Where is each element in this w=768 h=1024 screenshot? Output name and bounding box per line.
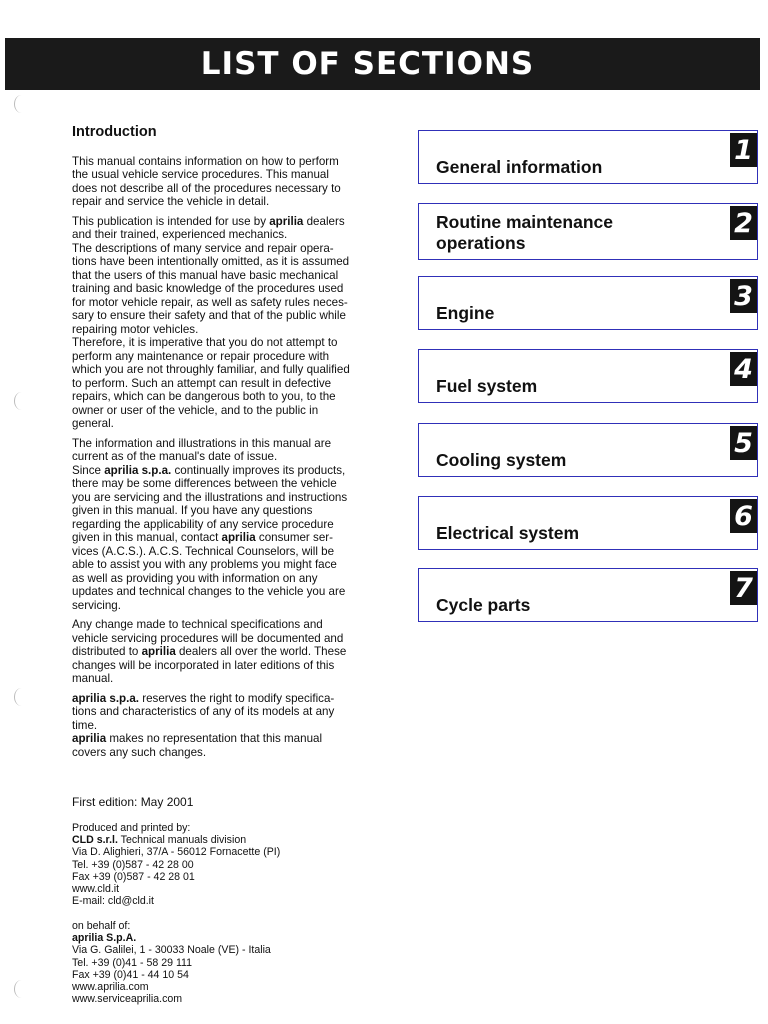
text-line: given in this manual, contact aprilia consumer ser- xyxy=(72,531,333,544)
text-line: vehicle servicing procedures will be documented and xyxy=(72,631,344,645)
section-number-tab: 7 xyxy=(730,571,757,605)
text-line: Since aprilia s.p.a. continually improves its products, xyxy=(72,463,346,477)
text-line: that the users of this manual have basic mechanical xyxy=(72,268,339,282)
intro-paragraph-5 xyxy=(72,692,384,760)
punch-hole-mark xyxy=(14,392,29,410)
text-line: distributed to aprilia dealers all over the world. These xyxy=(72,645,347,658)
text-line: Via G. Galilei, 1 - 30033 Noale (VE) - Italia xyxy=(72,944,271,957)
text-line: owner or user of the vehicle, and to the public in xyxy=(72,403,319,417)
section-6-entry[interactable] xyxy=(418,496,758,550)
section-label: Fuel system xyxy=(436,376,538,396)
introduction-heading: Introduction xyxy=(72,124,157,140)
text-line: aprilia s.p.a. reserves the right to modify specifica- xyxy=(72,691,335,705)
section-3-entry[interactable] xyxy=(418,276,758,330)
text-line: covers any such changes. xyxy=(72,745,207,759)
text-line: aprilia makes no representation that this manual xyxy=(72,732,323,745)
text-line: does not describe all of the procedures necessary to xyxy=(72,181,341,195)
text-line: the usual vehicle service procedures. This manual xyxy=(72,168,329,181)
page-title: LIST OF SECTIONS xyxy=(200,46,535,82)
section-label: Cooling system xyxy=(436,450,567,470)
text-line: on behalf of: xyxy=(72,920,131,932)
text-line: www.serviceaprilia.com xyxy=(72,993,183,1006)
text-line: Any change made to technical specifications and xyxy=(72,618,323,631)
text-line: Produced and printed by: xyxy=(72,822,191,834)
text-line: updates and technical changes to the vehicle you are xyxy=(72,585,346,598)
text-line: tions and characteristics of any of its models at any xyxy=(72,705,335,718)
text-line: regarding the applicability of any service procedure xyxy=(72,517,334,531)
text-line: which you are not throughly familiar, and fully qualified xyxy=(72,363,350,376)
text-line: Tel. +39 (0)587 - 42 28 00 xyxy=(72,858,194,871)
section-label: Electrical system xyxy=(436,523,580,543)
section-label: Cycle parts xyxy=(436,595,531,615)
intro-paragraph-4 xyxy=(72,618,384,686)
text-line: The descriptions of many service and repair opera- xyxy=(72,241,334,255)
punch-hole-mark xyxy=(14,95,29,113)
text-line: Tel. +39 (0)41 - 58 29 111 xyxy=(72,956,193,969)
text-line: given in this manual. If you have any questions xyxy=(72,504,313,517)
text-line: CLD s.r.l. Technical manuals division xyxy=(72,834,247,847)
text-line: aprilia S.p.A. xyxy=(72,932,137,945)
section-label: General information xyxy=(436,157,603,177)
intro-paragraph-2 xyxy=(72,215,384,431)
text-line: Fax +39 (0)587 - 42 28 01 xyxy=(72,870,195,883)
text-line: manual. xyxy=(72,672,114,685)
intro-paragraph-3 xyxy=(72,437,384,613)
text-line: This publication is intended for use by aprilia dealers xyxy=(72,214,345,228)
text-line: time. xyxy=(72,718,98,732)
text-line: able to assist you with any problems you might face xyxy=(72,558,337,571)
section-label: Routine maintenance operations xyxy=(436,212,613,253)
section-2-entry[interactable] xyxy=(418,203,758,260)
text-line: general. xyxy=(72,417,114,430)
text-line: repairs, which can be dangerous both to you, to the xyxy=(72,390,336,403)
text-line: perform any maintenance or repair procedure with xyxy=(72,349,330,363)
title-banner xyxy=(5,38,760,90)
text-line: there may be some differences between the vehicle xyxy=(72,477,337,490)
text-line: vices (A.C.S.). A.C.S. Technical Counselors, will be xyxy=(72,544,335,558)
text-line: Therefore, it is imperative that you do not attempt to xyxy=(72,336,338,349)
section-number-tab: 5 xyxy=(730,426,757,460)
text-line: servicing. xyxy=(72,598,121,612)
punch-hole-mark xyxy=(14,688,29,706)
introduction-section xyxy=(72,126,384,765)
text-line: The information and illustrations in this manual are xyxy=(72,436,332,450)
text-line: E-mail: cld@cld.it xyxy=(72,895,154,908)
text-line: www.aprilia.com xyxy=(72,981,149,994)
intro-paragraph-1 xyxy=(72,155,384,209)
text-line: you are servicing and the illustrations and instructions xyxy=(72,490,348,504)
text-line: for motor vehicle repair, as well as safety rules neces- xyxy=(72,295,348,309)
section-number-tab: 1 xyxy=(730,133,757,167)
text-line: www.cld.it xyxy=(72,883,120,896)
section-number-tab: 6 xyxy=(730,499,757,533)
section-number-tab: 2 xyxy=(730,206,757,240)
publisher-info xyxy=(72,920,392,1005)
text-line: tions have been intentionally omitted, as it is assumed xyxy=(72,255,350,268)
text-line: This manual contains information on how to perform xyxy=(72,154,339,168)
text-line: current as of the manual's date of issue. xyxy=(72,450,278,463)
text-line: sary to ensure their safety and that of the public while xyxy=(72,309,346,322)
section-number-tab: 3 xyxy=(730,279,757,313)
text-line: Fax +39 (0)41 - 44 10 54 xyxy=(72,968,189,981)
text-line: training and basic knowledge of the procedures used xyxy=(72,282,344,295)
text-line: Via D. Alighieri, 37/A - 56012 Fornacette (PI) xyxy=(72,846,281,859)
section-4-entry[interactable] xyxy=(418,349,758,403)
text-line: as well as providing you with information on any xyxy=(72,571,318,585)
text-line: repairing motor vehicles. xyxy=(72,322,199,336)
text-line: repair and service the vehicle in detail. xyxy=(72,195,270,208)
section-1-entry[interactable] xyxy=(418,130,758,184)
text-line: changes will be incorporated in later editions of this xyxy=(72,658,335,672)
text-line: to perform. Such an attempt can result in defective xyxy=(72,376,332,390)
punch-hole-mark xyxy=(14,980,29,998)
producer-info xyxy=(72,822,392,907)
edition-date: First edition: May 2001 xyxy=(72,795,194,809)
section-5-entry[interactable] xyxy=(418,423,758,477)
section-label: Engine xyxy=(436,303,495,323)
text-line: and their trained, experienced mechanics. xyxy=(72,228,288,241)
section-number-tab: 4 xyxy=(730,352,757,386)
section-7-entry[interactable] xyxy=(418,568,758,622)
